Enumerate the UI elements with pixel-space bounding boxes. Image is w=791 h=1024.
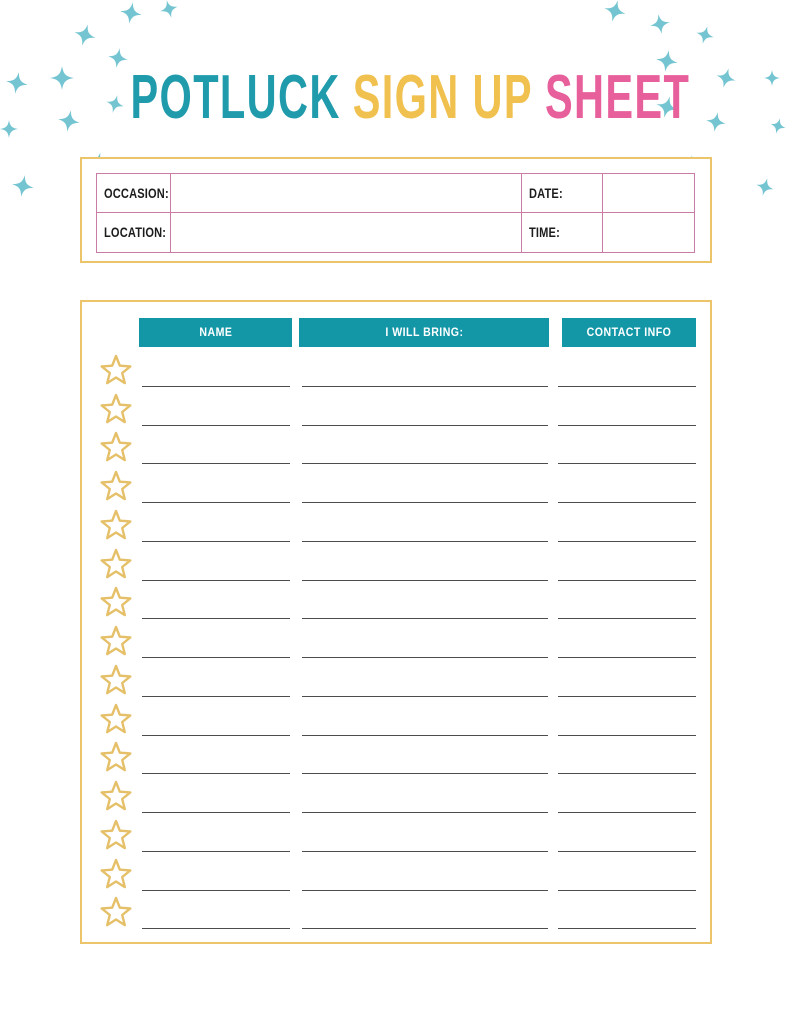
star-icon (99, 741, 133, 773)
star-icon (99, 896, 133, 928)
star-icon (99, 664, 133, 696)
star-icon (99, 819, 133, 851)
sparkle-icon (602, 0, 629, 24)
contact-write-line (558, 928, 696, 929)
time-label: TIME: (529, 225, 560, 240)
table-row (82, 697, 710, 736)
name-write-line (142, 928, 290, 929)
title-word-sheet: SHEET (544, 63, 691, 132)
table-row (82, 503, 710, 542)
sparkle-icon (0, 120, 18, 138)
star-icon (99, 431, 133, 463)
event-info-box (80, 157, 712, 263)
star-icon (99, 509, 133, 541)
table-row (82, 813, 710, 852)
sparkle-icon (106, 46, 129, 69)
sparkle-icon (56, 108, 81, 133)
star-icon (99, 354, 133, 386)
page-title (130, 63, 691, 132)
column-header-contact-info: CONTACT INFO (562, 318, 696, 347)
sparkle-icon (158, 0, 180, 20)
signup-rows (82, 348, 710, 929)
sparkle-icon (764, 70, 780, 86)
location-label-cell (97, 213, 171, 252)
table-row (82, 387, 710, 426)
star-icon (99, 858, 133, 890)
event-info-grid (96, 173, 695, 253)
bring-write-line (302, 928, 548, 929)
table-row (82, 464, 710, 503)
table-row (82, 736, 710, 775)
star-icon (99, 780, 133, 812)
occasion-label: OCCASION: (104, 185, 169, 201)
table-row (82, 348, 710, 387)
location-field (171, 213, 522, 252)
star-icon (99, 703, 133, 735)
sparkle-icon (4, 70, 29, 95)
date-label-cell (522, 174, 603, 213)
sparkle-icon (104, 93, 126, 115)
sparkle-icon (72, 22, 99, 49)
time-label-cell (522, 213, 603, 252)
sparkle-icon (50, 66, 74, 90)
sparkle-icon (118, 0, 143, 25)
table-row (82, 774, 710, 813)
sparkle-icon (10, 173, 35, 198)
table-row (82, 542, 710, 581)
occasion-field (171, 174, 522, 213)
star-icon (99, 470, 133, 502)
table-row (82, 852, 710, 891)
column-header-i-will-bring: I WILL BRING: (299, 318, 549, 347)
sparkle-icon (704, 110, 727, 133)
sparkle-icon (754, 176, 776, 198)
title-word-sign-up: SIGN UP (352, 63, 533, 132)
column-header-name: NAME (139, 318, 292, 347)
signup-table (80, 300, 712, 944)
sparkle-icon (768, 116, 788, 136)
date-field (603, 174, 694, 213)
table-row (82, 619, 710, 658)
sparkle-icon (714, 66, 738, 90)
title-word-potluck: POTLUCK (130, 63, 341, 132)
location-label: LOCATION: (104, 225, 167, 240)
occasion-label-cell (97, 174, 171, 213)
table-row (82, 891, 710, 930)
time-field (603, 213, 694, 252)
star-icon (99, 393, 133, 425)
star-icon (99, 548, 133, 580)
sparkle-icon (694, 24, 716, 46)
table-row (82, 426, 710, 465)
star-icon (99, 586, 133, 618)
table-row (82, 658, 710, 697)
table-row (82, 581, 710, 620)
date-label: DATE: (529, 185, 563, 201)
star-icon (99, 625, 133, 657)
sparkle-icon (648, 12, 671, 35)
